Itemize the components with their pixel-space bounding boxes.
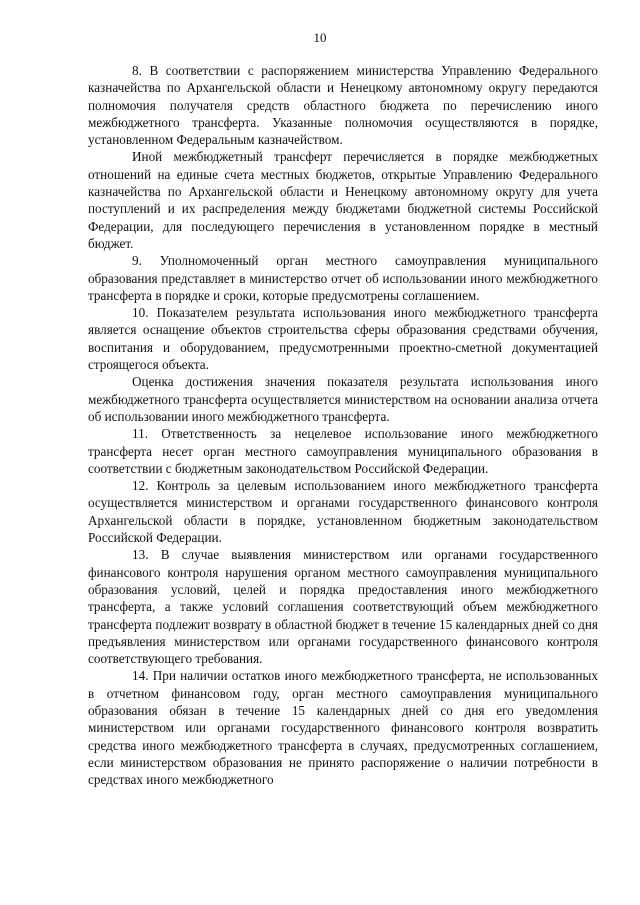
paragraph-item-8: 8. В соответствии с распоряжением министерства Управлению Федерального казначейства по Архангельской области и Ненецкому автономному округу передаются полномочия получателя средств областного бюджета по перечислению иного межбюджетного трансферта. Указанные полномочия осуществляются в порядке, установленном Федеральным казначейством. <box>88 63 598 148</box>
page-number: 10 <box>313 30 327 45</box>
paragraph-item-13: 13. В случае выявления министерством или органами государственного финансового контроля нарушения органом местного самоуправления муниципального образования условий, целей и порядка предоставления иного межбюджетного трансферта, а также условий соглашения соответствующий объем межбюджетного трансферта подлежит возврату в областной бюджет в течение 15 календарных дней со дня предъявления министерством или органами государственного финансового контроля соответствующего требования. <box>88 547 598 667</box>
paragraph-transfer-procedure: Иной межбюджетный трансферт перечисляется в порядке межбюджетных отношений на единые счета местных бюджетов, открытые Управлению Федерального казначейства по Архангельской области и Ненецкому автономному округу для учета поступлений и их распределения между бюджетами бюджетной системы Российской Федерации, для последующего перечисления в установленном порядке в местный бюджет. <box>88 149 598 251</box>
paragraph-result-assessment: Оценка достижения значения показателя результата использования иного межбюджетного трансферта осуществляется министерством на основании анализа отчета об использовании иного межбюджетного трансферта. <box>88 374 598 424</box>
paragraph-item-14: 14. При наличии остатков иного межбюджетного трансферта, не использованных в отчетном финансовом году, орган местного самоуправления муниципального образования обязан в течение 15 календарных дней со дня его уведомления министерством или органами государственного финансового контроля возвратить средства иного межбюджетного трансферта в случаях, предусмотренных соглашением, если министерством образования не принято распоряжение о наличии потребности в средствах иного межбюджетного <box>88 668 598 788</box>
document-body <box>88 62 598 788</box>
paragraph-item-9: 9. Уполномоченный орган местного самоуправления муниципального образования представляет в министерство отчет об использовании иного межбюджетного трансферта в порядке и сроки, которые предусмотрены соглашением. <box>88 253 598 303</box>
paragraph-item-12: 12. Контроль за целевым использованием иного межбюджетного трансферта осуществляется министерством и органами государственного финансового контроля Архангельской области в порядке, установленном бюджетным законодательством Российской Федерации. <box>88 478 598 546</box>
paragraph-item-11: 11. Ответственность за нецелевое использование иного межбюджетного трансферта несет орган местного самоуправления муниципального образования в соответствии с бюджетным законодательством Российской Федерации. <box>88 426 598 476</box>
paragraph-item-10: 10. Показателем результата использования иного межбюджетного трансферта является оснащение объектов строительства сферы образования средствами обучения, воспитания и оборудованием, предусмотренными проектно-сметной документацией строящегося объекта. <box>88 305 598 373</box>
